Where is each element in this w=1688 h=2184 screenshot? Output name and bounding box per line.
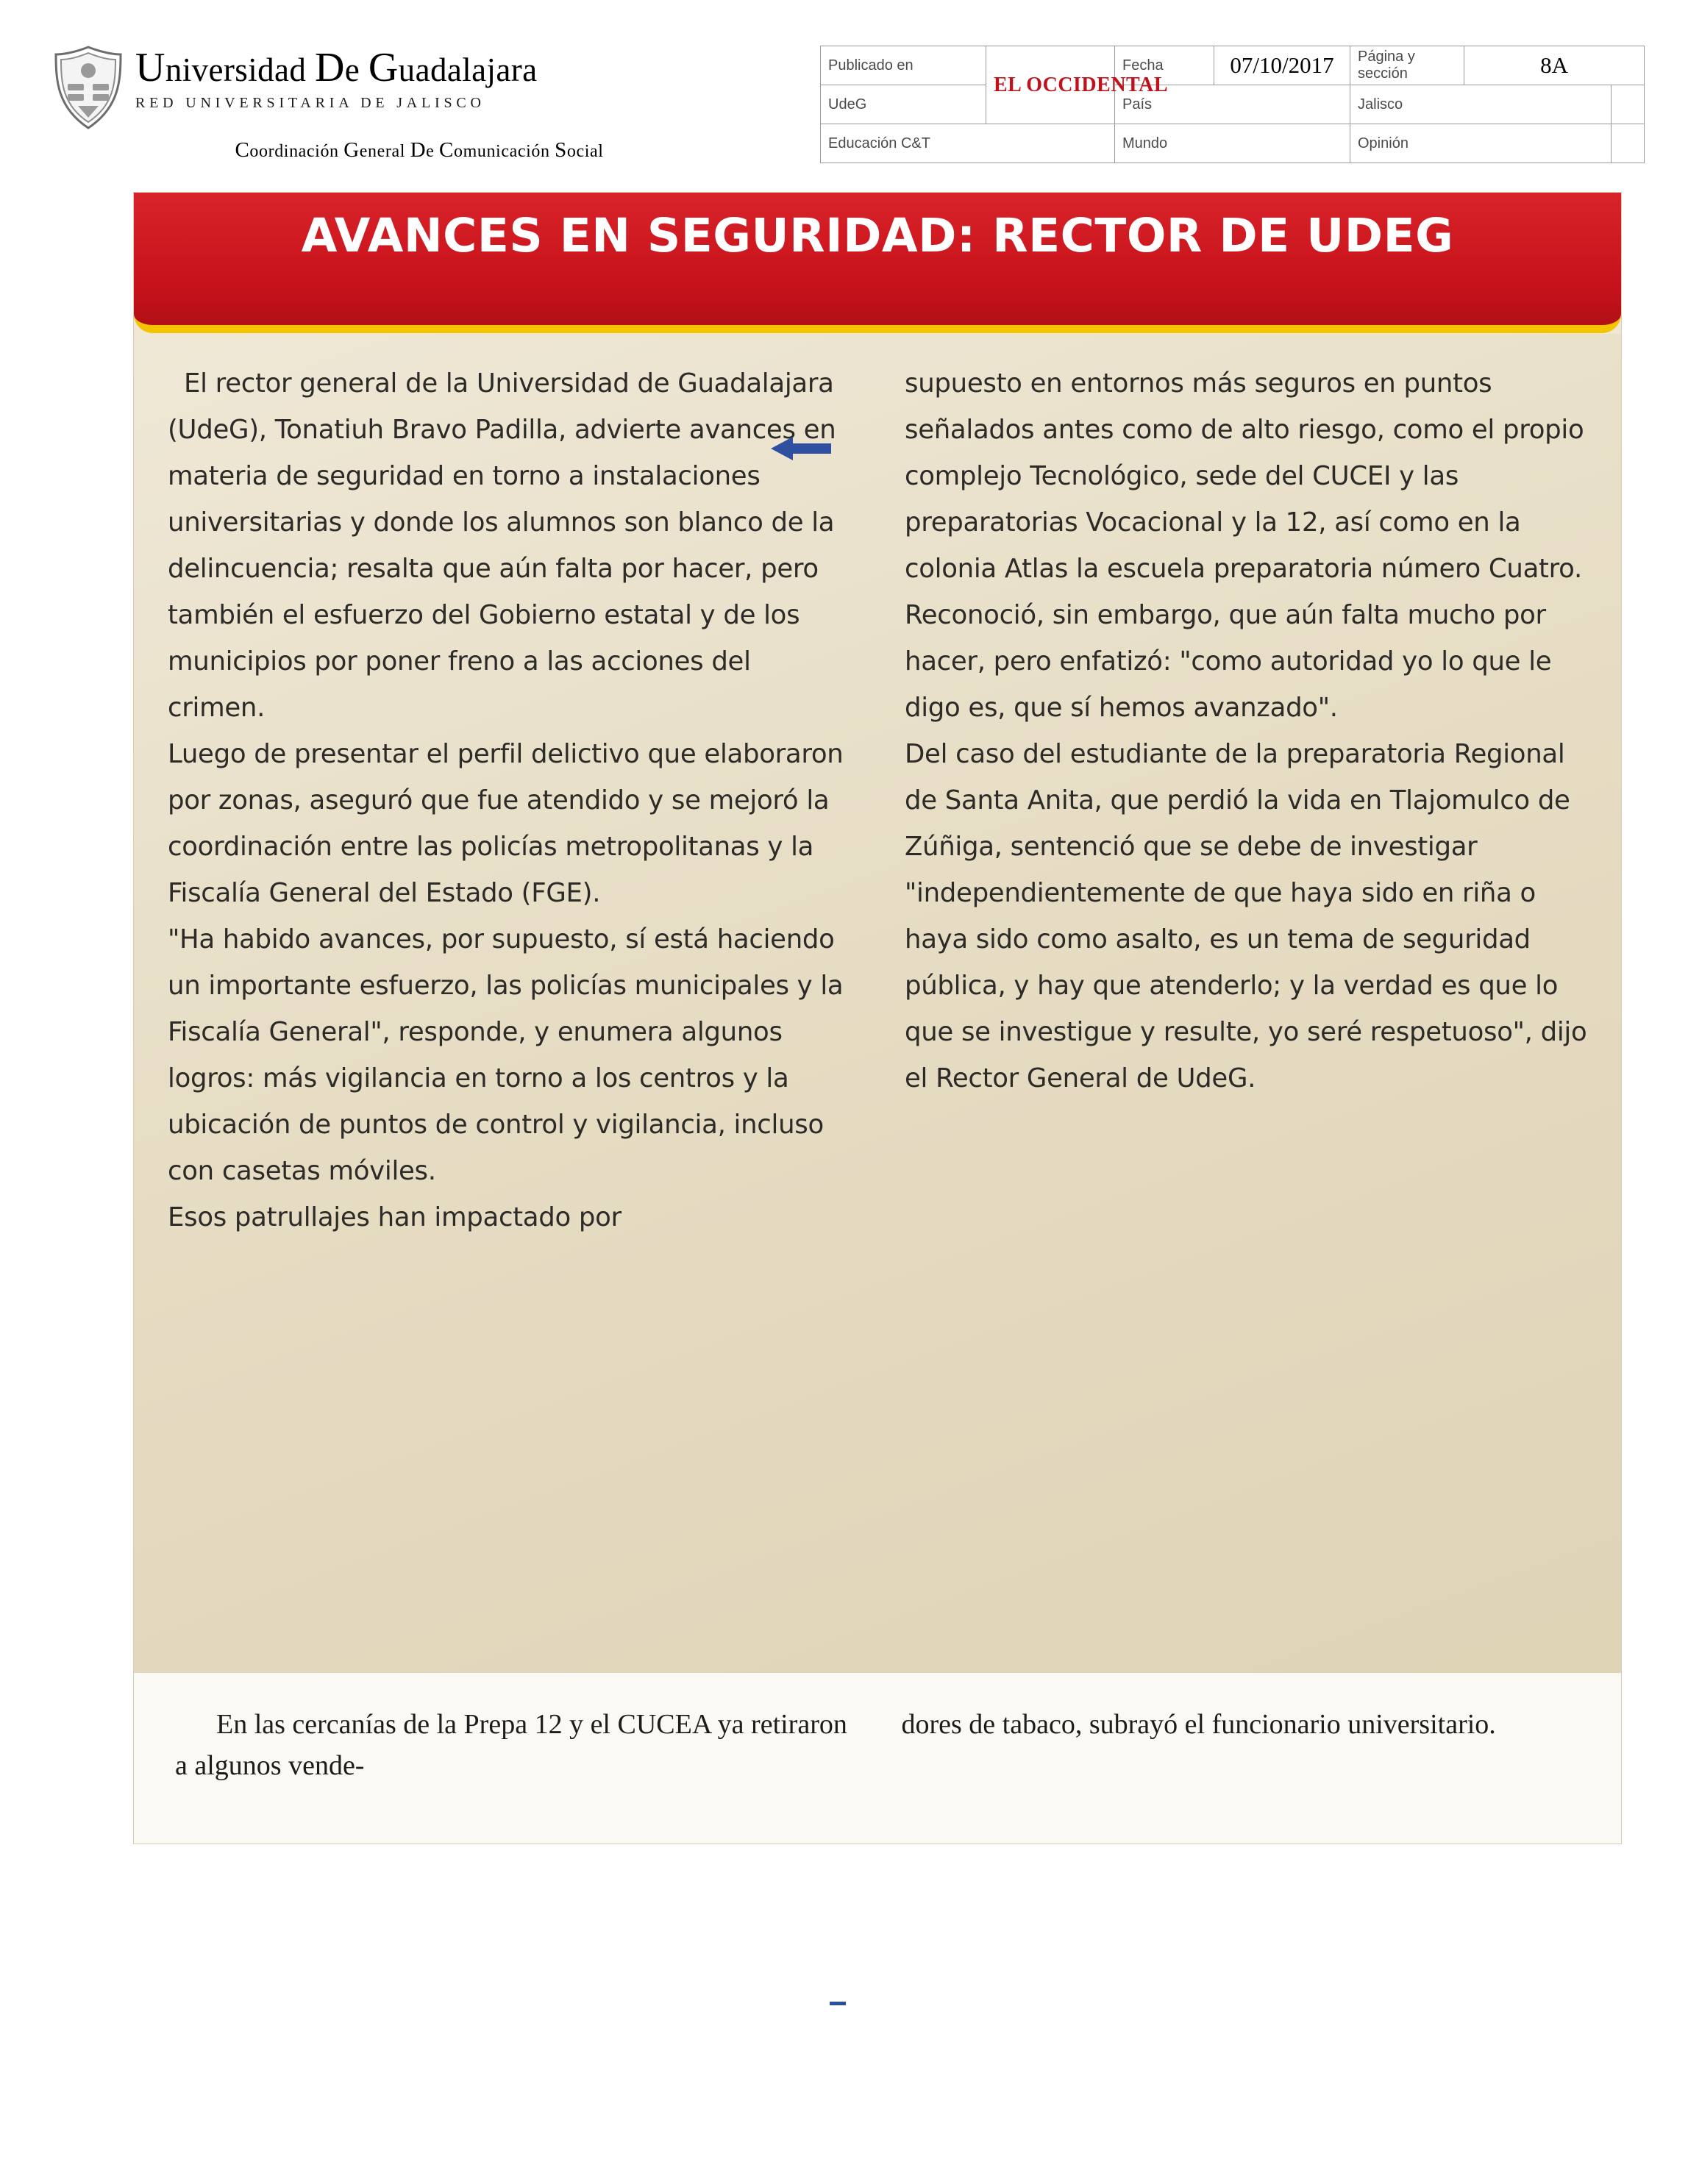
caption-text: En las cercanías de la Prepa 12 y el CUCEA ya retiraron a algunos vende-	[175, 1709, 847, 1781]
newspaper-clipping	[134, 193, 1621, 1844]
date-value: 07/10/2017	[1214, 46, 1350, 85]
tag-pais: País	[1115, 85, 1350, 124]
clipping-caption	[134, 1673, 1621, 1844]
tag-educacion: Educación C&T	[821, 124, 1115, 163]
newspaper-name: EL OCCIDENTAL	[994, 73, 1169, 96]
arrow-annotation-icon	[768, 434, 834, 463]
date-label: Fecha	[1115, 46, 1214, 85]
paragraph: El rector general de la Universidad de Guadalajara (UdeG), Tonatiuh Bravo Padilla, advierte avances en materia de seguridad en torno a instalaciones universitarias y donde los alumnos son blanco de la delincuencia; resalta que aún falta por hacer, pero también el esfuerzo del Gobierno estatal y de los municipios por poner freno a las acciones del crimen.	[168, 368, 836, 723]
published-in-label: Publicado en	[821, 46, 986, 85]
table-row	[821, 85, 1645, 124]
page-section-value: 8A	[1464, 46, 1645, 85]
article-headline: AVANCES EN SEGURIDAD: RECTOR DE UDEG	[301, 209, 1454, 263]
article-column-left	[168, 360, 850, 1241]
tag-mundo: Mundo	[1115, 124, 1350, 163]
paragraph: Luego de presentar el perfil delictivo que elaboraron por zonas, aseguró que fue atendido y se mejoró la coordinación entre las policías metropolitanas y la Fiscalía General del Estado (FGE).	[168, 739, 844, 908]
paragraph: Del caso del estudiante de la preparatoria Regional de Santa Anita, que perdió la vida en Tlajomulco de Zúñiga, sentenció que se debe de investigar "independientemente de que haya sido en riña o haya sido como asalto, es un tema de seguridad pública, y hay que atenderlo; y la verdad es que lo que se investigue y resulte, yo seré respetuoso", dijo el Rector General de UdeG.	[905, 739, 1587, 1093]
table-row	[821, 46, 1645, 85]
institution-branding	[51, 44, 787, 163]
clipping-body	[134, 334, 1621, 1844]
institution-name: Universidad De Guadalajara	[135, 45, 538, 90]
page-footer-marker	[830, 2002, 846, 2005]
paragraph: supuesto en entornos más seguros en puntos señalados antes como de alto riesgo, como el propio complejo Tecnológico, sede del CUCEI y las preparatorias Vocacional y la 12, así como en la colonia Atlas la escuela preparatoria número Cuatro. Reconoció, sin embargo, que aún falta mucho por hacer, pero enfatizó: "como autoridad yo lo que le digo es, que sí hemos avanzado".	[905, 368, 1584, 723]
publication-meta-table	[820, 46, 1645, 163]
institution-network: RED UNIVERSITARIA DE JALISCO	[135, 95, 485, 111]
paragraph: "Ha habido avances, por supuesto, sí está haciendo un importante esfuerzo, las policías municipales y la Fiscalía General", responde, y enumera algunos logros: más vigilancia en torno a los centros y la ubicación de puntos de control y vigilancia, incluso con casetas móviles.	[168, 924, 844, 1186]
institution-unit: Coordinación General De Comunicación Social	[235, 138, 604, 162]
page-section-label: Página y sección	[1350, 46, 1464, 85]
caption-column-left	[175, 1704, 858, 1786]
caption-text: dores de tabaco, subrayó el funcionario universitario.	[901, 1709, 1496, 1740]
tag-opinion: Opinión	[1350, 124, 1612, 163]
tag-blank-2	[1612, 124, 1645, 163]
coat-of-arms-icon	[51, 44, 125, 131]
paragraph: Esos patrullajes han impactado por	[168, 1202, 622, 1232]
document-header	[44, 37, 1644, 176]
tag-udeg: UdeG	[821, 85, 986, 124]
clipping-banner	[134, 193, 1621, 333]
table-row	[821, 124, 1645, 163]
tag-jalisco: Jalisco	[1350, 85, 1612, 124]
tag-blank-1	[1612, 85, 1645, 124]
caption-column-right	[902, 1704, 1584, 1786]
article-column-right	[905, 360, 1587, 1241]
